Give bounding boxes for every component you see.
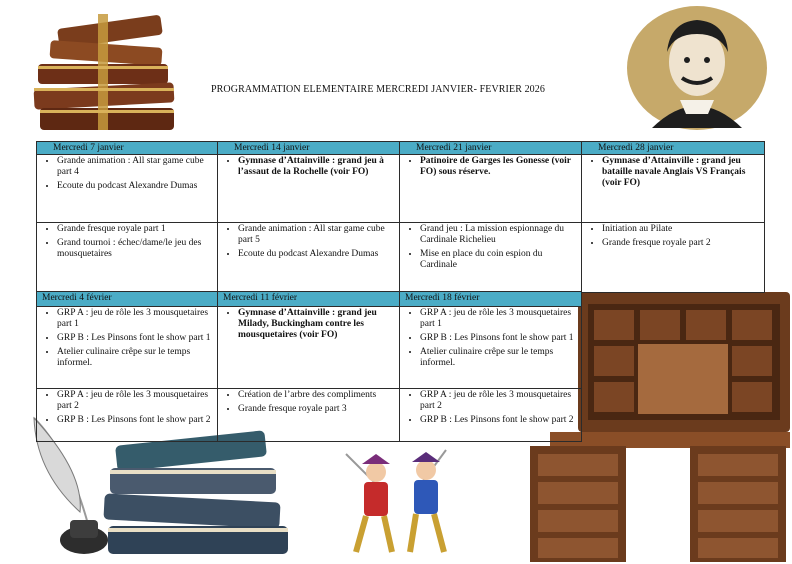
activity-item: • GRP B : Les Pinsons font le show part 1 [57,333,214,344]
activity-item: • Grande animation : All star game cube part 4 [57,156,214,178]
activity-item: • Grand jeu : La mission espionnage du Cardinale Richelieu [420,224,578,246]
morning-cell [582,155,765,223]
morning-cell [218,155,400,223]
activity-item: • GRP B : Les Pinsons font le show part 2 [57,415,214,426]
activity-item: • Atelier culinaire crêpe sur le temps informel. [420,347,578,369]
activity-item: • GRP B : Les Pinsons font le show part 1 [420,333,578,344]
activity-item: • Création de l’arbre des compliments [238,390,396,401]
activity-list [37,224,214,260]
day-header: Mercredi 7 janvier [37,142,218,155]
activity-item: • Gymnase d’Attainville : grand jeu Milady, Buckingham contre les mousquetaires (voir FO) [238,308,396,341]
activity-item: • Mise en place du coin espion du Cardinale [420,249,578,271]
morning-cell [218,307,400,389]
afternoon-cell [37,223,218,293]
activity-item: • Gymnase d’Attainville : grand jeu à l’assaut de la Rochelle (voir FO) [238,156,396,178]
activity-list [582,224,761,249]
books-pile-icon [96,426,296,558]
day-header: Mercredi 4 février [37,292,218,307]
activity-list [218,308,396,341]
activity-item: • Ecoute du podcast Alexandre Dumas [57,181,214,192]
activity-item: • GRP A : jeu de rôle les 3 mousquetaires part 2 [420,390,578,412]
afternoon-cell [218,223,400,293]
day-header: Mercredi 21 janvier [400,142,582,155]
activity-item: • Grande fresque royale part 3 [238,404,396,415]
activity-item: • GRP A : jeu de rôle les 3 mousquetaires part 1 [420,308,578,330]
activity-item: • Atelier culinaire crêpe sur le temps informel. [57,347,214,369]
afternoon-cell [218,389,400,442]
activity-item: • Grande animation : All star game cube part 5 [238,224,396,246]
dumas-portrait [612,4,782,132]
activity-item: • Grande fresque royale part 2 [602,238,761,249]
day-header: Mercredi 14 janvier [218,142,400,155]
morning-cell [400,307,582,389]
afternoon-cell [582,223,765,293]
day-header: Mercredi 11 février [218,292,400,307]
february-schedule-table [36,291,582,442]
activity-item: • GRP B : Les Pinsons font le show part 2 [420,415,578,426]
morning-cell [37,307,218,389]
morning-cell [37,155,218,223]
activity-list [582,156,761,189]
afternoon-cell [400,223,582,293]
activity-list [37,156,214,192]
page-title: PROGRAMMATION ELEMENTAIRE MERCREDI JANVIER- FEVRIER 2026 [211,84,545,95]
morning-cell [400,155,582,223]
activity-item: • Initiation au Pilate [602,224,761,235]
activity-item: • Patinoire de Garges les Gonesse (voir FO) sous réserve. [420,156,578,178]
activity-list [400,390,578,426]
activity-list [218,224,396,260]
activity-list [400,308,578,369]
activity-list [218,156,396,178]
activity-list [400,156,578,178]
activity-list [37,390,214,426]
day-header: Mercredi 28 janvier [582,142,765,155]
activity-item: • GRP A : jeu de rôle les 3 mousquetaires part 1 [57,308,214,330]
musketeers-illustration [326,444,476,560]
afternoon-cell [37,389,218,442]
afternoon-cell [400,389,582,442]
activity-list [37,308,214,369]
january-schedule-table [36,141,765,293]
activity-item: • Grande fresque royale part 1 [57,224,214,235]
activity-list [218,390,396,415]
activity-list [400,224,578,271]
books-stack-icon [28,8,186,148]
day-header: Mercredi 18 février [400,292,582,307]
activity-item: • Ecoute du podcast Alexandre Dumas [238,249,396,260]
activity-item: • Grand tournoi : échec/dame/le jeu des mousquetaires [57,238,214,260]
activity-item: • GRP A : jeu de rôle les 3 mousquetaires part 2 [57,390,214,412]
activity-item: • Gymnase d’Attainville : grand jeu bataille navale Anglais VS Français (voir FO) [602,156,761,189]
